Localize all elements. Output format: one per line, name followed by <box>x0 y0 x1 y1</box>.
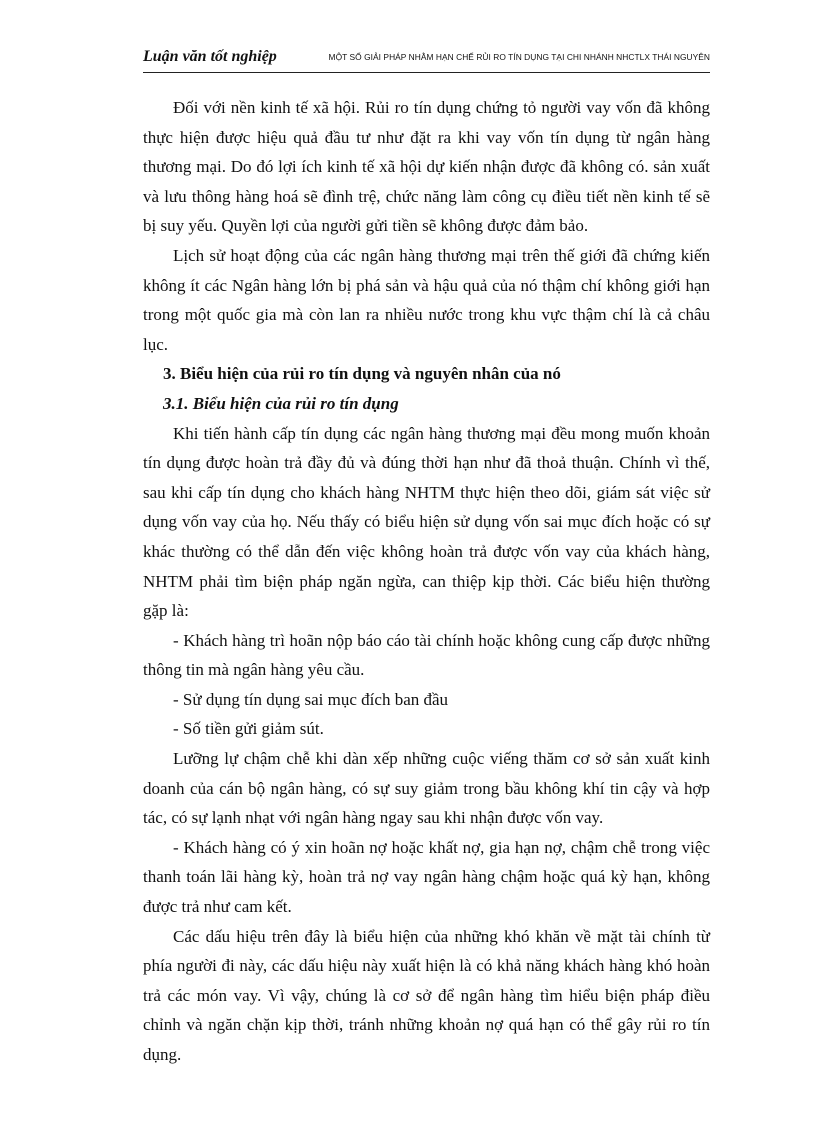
subsection-heading-3-1: 3.1. Biểu hiện của rủi ro tín dụng <box>163 393 399 413</box>
header-document-title: MỘT SỐ GIẢI PHÁP NHẰM HẠN CHẾ RỦI RO TÍN DỤNG TẠI CHI NHÁNH NHCTLX THÁI NGUYÊN <box>328 52 710 62</box>
section-heading-3: 3. Biểu hiện của rủi ro tín dụng và nguyên nhân của nó <box>163 364 561 384</box>
page-header <box>143 46 710 70</box>
paragraph-bank-history: Lịch sử hoạt động của các ngân hàng thương mại trên thế giới đã chứng kiến không ít các Ngân hàng lớn bị phá sản và hậu quả của nó thậm chí không giới hạn trong một quốc gia mà còn lan ra nhiều nước trong khu vực thậm chí là cả châu lục. <box>143 245 710 354</box>
paragraph-signs-conclusion: Các dấu hiệu trên đây là biểu hiện của những khó khăn về mặt tài chính từ phía người đi này, các dấu hiệu này xuất hiện là có khả năng khách hàng khó hoàn trả các món vay. Vì vậy, chúng là cơ sở để ngân hàng tìm hiểu biện pháp điều chỉnh và ngăn chặn kịp thời, tránh những khoản nợ quá hạn có thể gây rủi ro tín dụng. <box>143 926 710 1064</box>
bullet-wrong-purpose: - Sử dụng tín dụng sai mục đích ban đầu <box>173 689 449 709</box>
paragraph-economy-impact: Đối với nền kinh tế xã hội. Rủi ro tín dụng chứng tỏ người vay vốn đã không thực hiện được hiệu quả đầu tư như đặt ra khi vay vốn tín dụng từ ngân hàng thương mại. Do đó lợi ích kinh tế xã hội dự kiến nhận được đã không có. sản xuất và lưu thông hàng hoá sẽ đình trệ, chức năng làm công cụ điều tiết nền kinh tế sẽ bị suy yếu. Quyền lợi của người gửi tiền sẽ không được đảm bảo. <box>143 98 710 236</box>
bullet-debt-deferral: - Khách hàng có ý xin hoãn nợ hoặc khất nợ, gia hạn nợ, chậm chễ trong việc thanh toán lãi hàng kỳ, hoàn trả nợ vay ngân hàng chậm hoặc quá kỳ hạn, không được trả như cam kết. <box>143 837 710 917</box>
header-divider <box>143 72 710 73</box>
page-body <box>143 93 710 1070</box>
header-thesis-label: Luận văn tốt nghiệp <box>143 48 277 65</box>
paragraph-hesitation: Lưỡng lự chậm chễ khi dàn xếp những cuộc viếng thăm cơ sở sản xuất kinh doanh của cán bộ ngân hàng, có sự suy giảm trong bầu không khí tin cậy và hợp tác, có sự lạnh nhạt với ngân hàng ngay sau khi nhận được vốn vay. <box>143 749 710 828</box>
bullet-late-report: - Khách hàng trì hoãn nộp báo cáo tài chính hoặc không cung cấp được những thông tin mà ngân hàng yêu cầu. <box>143 630 710 680</box>
paragraph-credit-monitoring: Khi tiến hành cấp tín dụng các ngân hàng thương mại đều mong muốn khoản tín dụng được hoàn trả đầy đủ và đúng thời hạn như đã thoả thuận. Chính vì thế, sau khi cấp tín dụng cho khách hàng NHTM thực hiện theo dõi, giám sát việc sử dụng vốn vay của họ. Nếu thấy có biểu hiện sử dụng vốn sai mục đích hoặc có sự khác thường có thể dẫn đến việc không hoàn trả được vốn vay của khách hàng, NHTM phải tìm biện pháp ngăn ngừa, can thiệp kịp thời. Các biểu hiện thường gặp là: <box>143 423 710 621</box>
bullet-deposit-decline: - Số tiền gửi giảm sút. <box>173 719 324 739</box>
